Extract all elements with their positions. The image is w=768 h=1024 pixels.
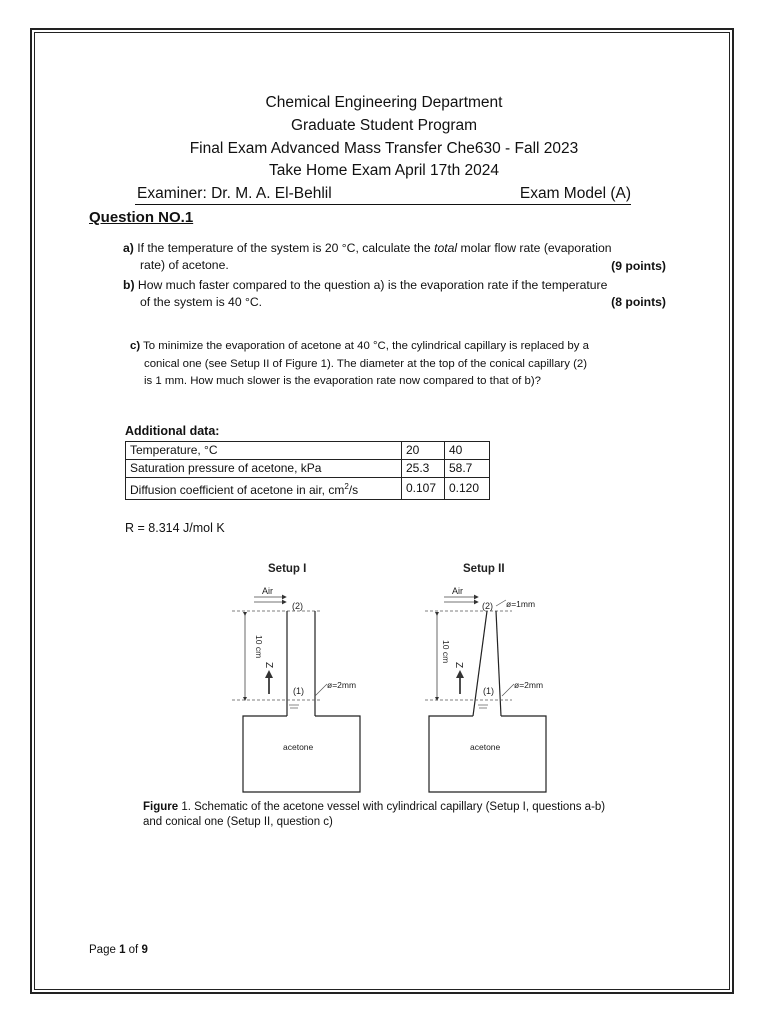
gas-constant: R = 8.314 J/mol K <box>125 521 225 535</box>
figure-caption <box>143 800 643 830</box>
question-a-points: (9 points) <box>611 259 666 273</box>
figure-caption-line2: and conical one (Setup II, question c) <box>143 816 333 828</box>
setup-2-axis: Z <box>453 662 464 669</box>
page-footer <box>89 944 148 956</box>
question-c-label: c) <box>130 340 141 352</box>
setup-2-title: Setup II <box>463 563 505 575</box>
figure-caption-bold: Figure <box>143 801 179 813</box>
table-cell-40c: 0.120 <box>445 478 490 500</box>
table-cell-label: Temperature, °C <box>126 442 402 460</box>
setup-1-title: Setup I <box>268 563 307 575</box>
footer-page-total: 9 <box>141 944 148 956</box>
table-cell-40c: 40 <box>445 442 490 460</box>
question-a-text1-em: total <box>434 241 458 255</box>
question-c-text1: To minimize the evaporation of acetone at 40 °C, the cylindrical capillary is replaced by a <box>143 340 589 352</box>
setup-2-liquid: acetone <box>470 742 501 752</box>
question-a-label: a) <box>123 241 134 255</box>
question-b-text1: How much faster compared to the question a) is the evaporation rate if the temperature <box>137 278 608 292</box>
figure-caption-line1: 1. Schematic of the acetone vessel with cylindrical capillary (Setup I, questions a-b) <box>178 801 606 813</box>
diffusion-label-sup: 2 <box>344 482 349 491</box>
table-cell-label: Saturation pressure of acetone, kPa <box>126 460 402 478</box>
question-b-text2: of the system is 40 °C. <box>140 295 263 309</box>
question-a-text2: rate) of acetone. <box>140 258 229 272</box>
footer-of-word: of <box>125 944 142 956</box>
footer-page-word: Page <box>89 944 120 956</box>
footer-page-number: 1 <box>119 944 126 956</box>
table-cell-20c: 20 <box>402 442 445 460</box>
setup-2-top-diameter: ø=1mm <box>506 599 536 609</box>
setup-1-liquid: acetone <box>283 742 314 752</box>
program-title: Graduate Student Program <box>290 117 478 134</box>
exam-date: Take Home Exam April 17th 2024 <box>268 162 500 179</box>
table-cell-20c: 0.107 <box>402 478 445 500</box>
setup-2-top-label: (2) <box>482 601 493 611</box>
department-title: Chemical Engineering Department <box>265 94 503 111</box>
setup-2-height: 10 cm <box>441 640 451 664</box>
question-a-text1-post: molar flow rate (evaporation <box>457 241 612 255</box>
setup-1-bottom-label: (1) <box>293 686 304 696</box>
setup-1-diagram <box>232 563 360 792</box>
setup-1-height: 10 cm <box>254 635 264 659</box>
question-c-text2: conical one (see Setup II of Figure 1). The diameter at the top of the conical capillary (2) <box>144 357 587 370</box>
diffusion-label-unit: /s <box>348 483 359 497</box>
exam-title: Final Exam Advanced Mass Transfer Che630 - Fall 2023 <box>189 140 579 157</box>
question-b-points: (8 points) <box>611 295 666 309</box>
setup-2-diameter: ø=2mm <box>514 680 544 690</box>
setup-2-air-label: Air <box>452 586 463 596</box>
setup-1-axis: Z <box>263 662 274 669</box>
question-title: Question NO.1 <box>89 209 194 226</box>
diffusion-label: Diffusion coefficient of acetone in air, cm <box>130 483 345 497</box>
setup-1-top-label: (2) <box>292 601 303 611</box>
setup-1-diameter: ø=2mm <box>327 680 357 690</box>
setup-2-diagram <box>425 563 546 792</box>
question-c-text3: is 1 mm. How much slower is the evaporation rate now compared to that of b)? <box>144 375 541 387</box>
question-b-label: b) <box>123 278 135 292</box>
setup-2-bottom-label: (1) <box>483 686 494 696</box>
table-cell-40c: 58.7 <box>445 460 490 478</box>
table-cell-20c: 25.3 <box>402 460 445 478</box>
question-a-text1-pre: If the temperature of the system is 20 °C, calculate the <box>137 241 435 255</box>
exam-model: Exam Model (A) <box>519 185 631 202</box>
examiner-name: Examiner: Dr. M. A. El-Behlil <box>137 185 332 202</box>
additional-data-title: Additional data: <box>125 424 220 438</box>
setup-1-air-label: Air <box>262 586 273 596</box>
